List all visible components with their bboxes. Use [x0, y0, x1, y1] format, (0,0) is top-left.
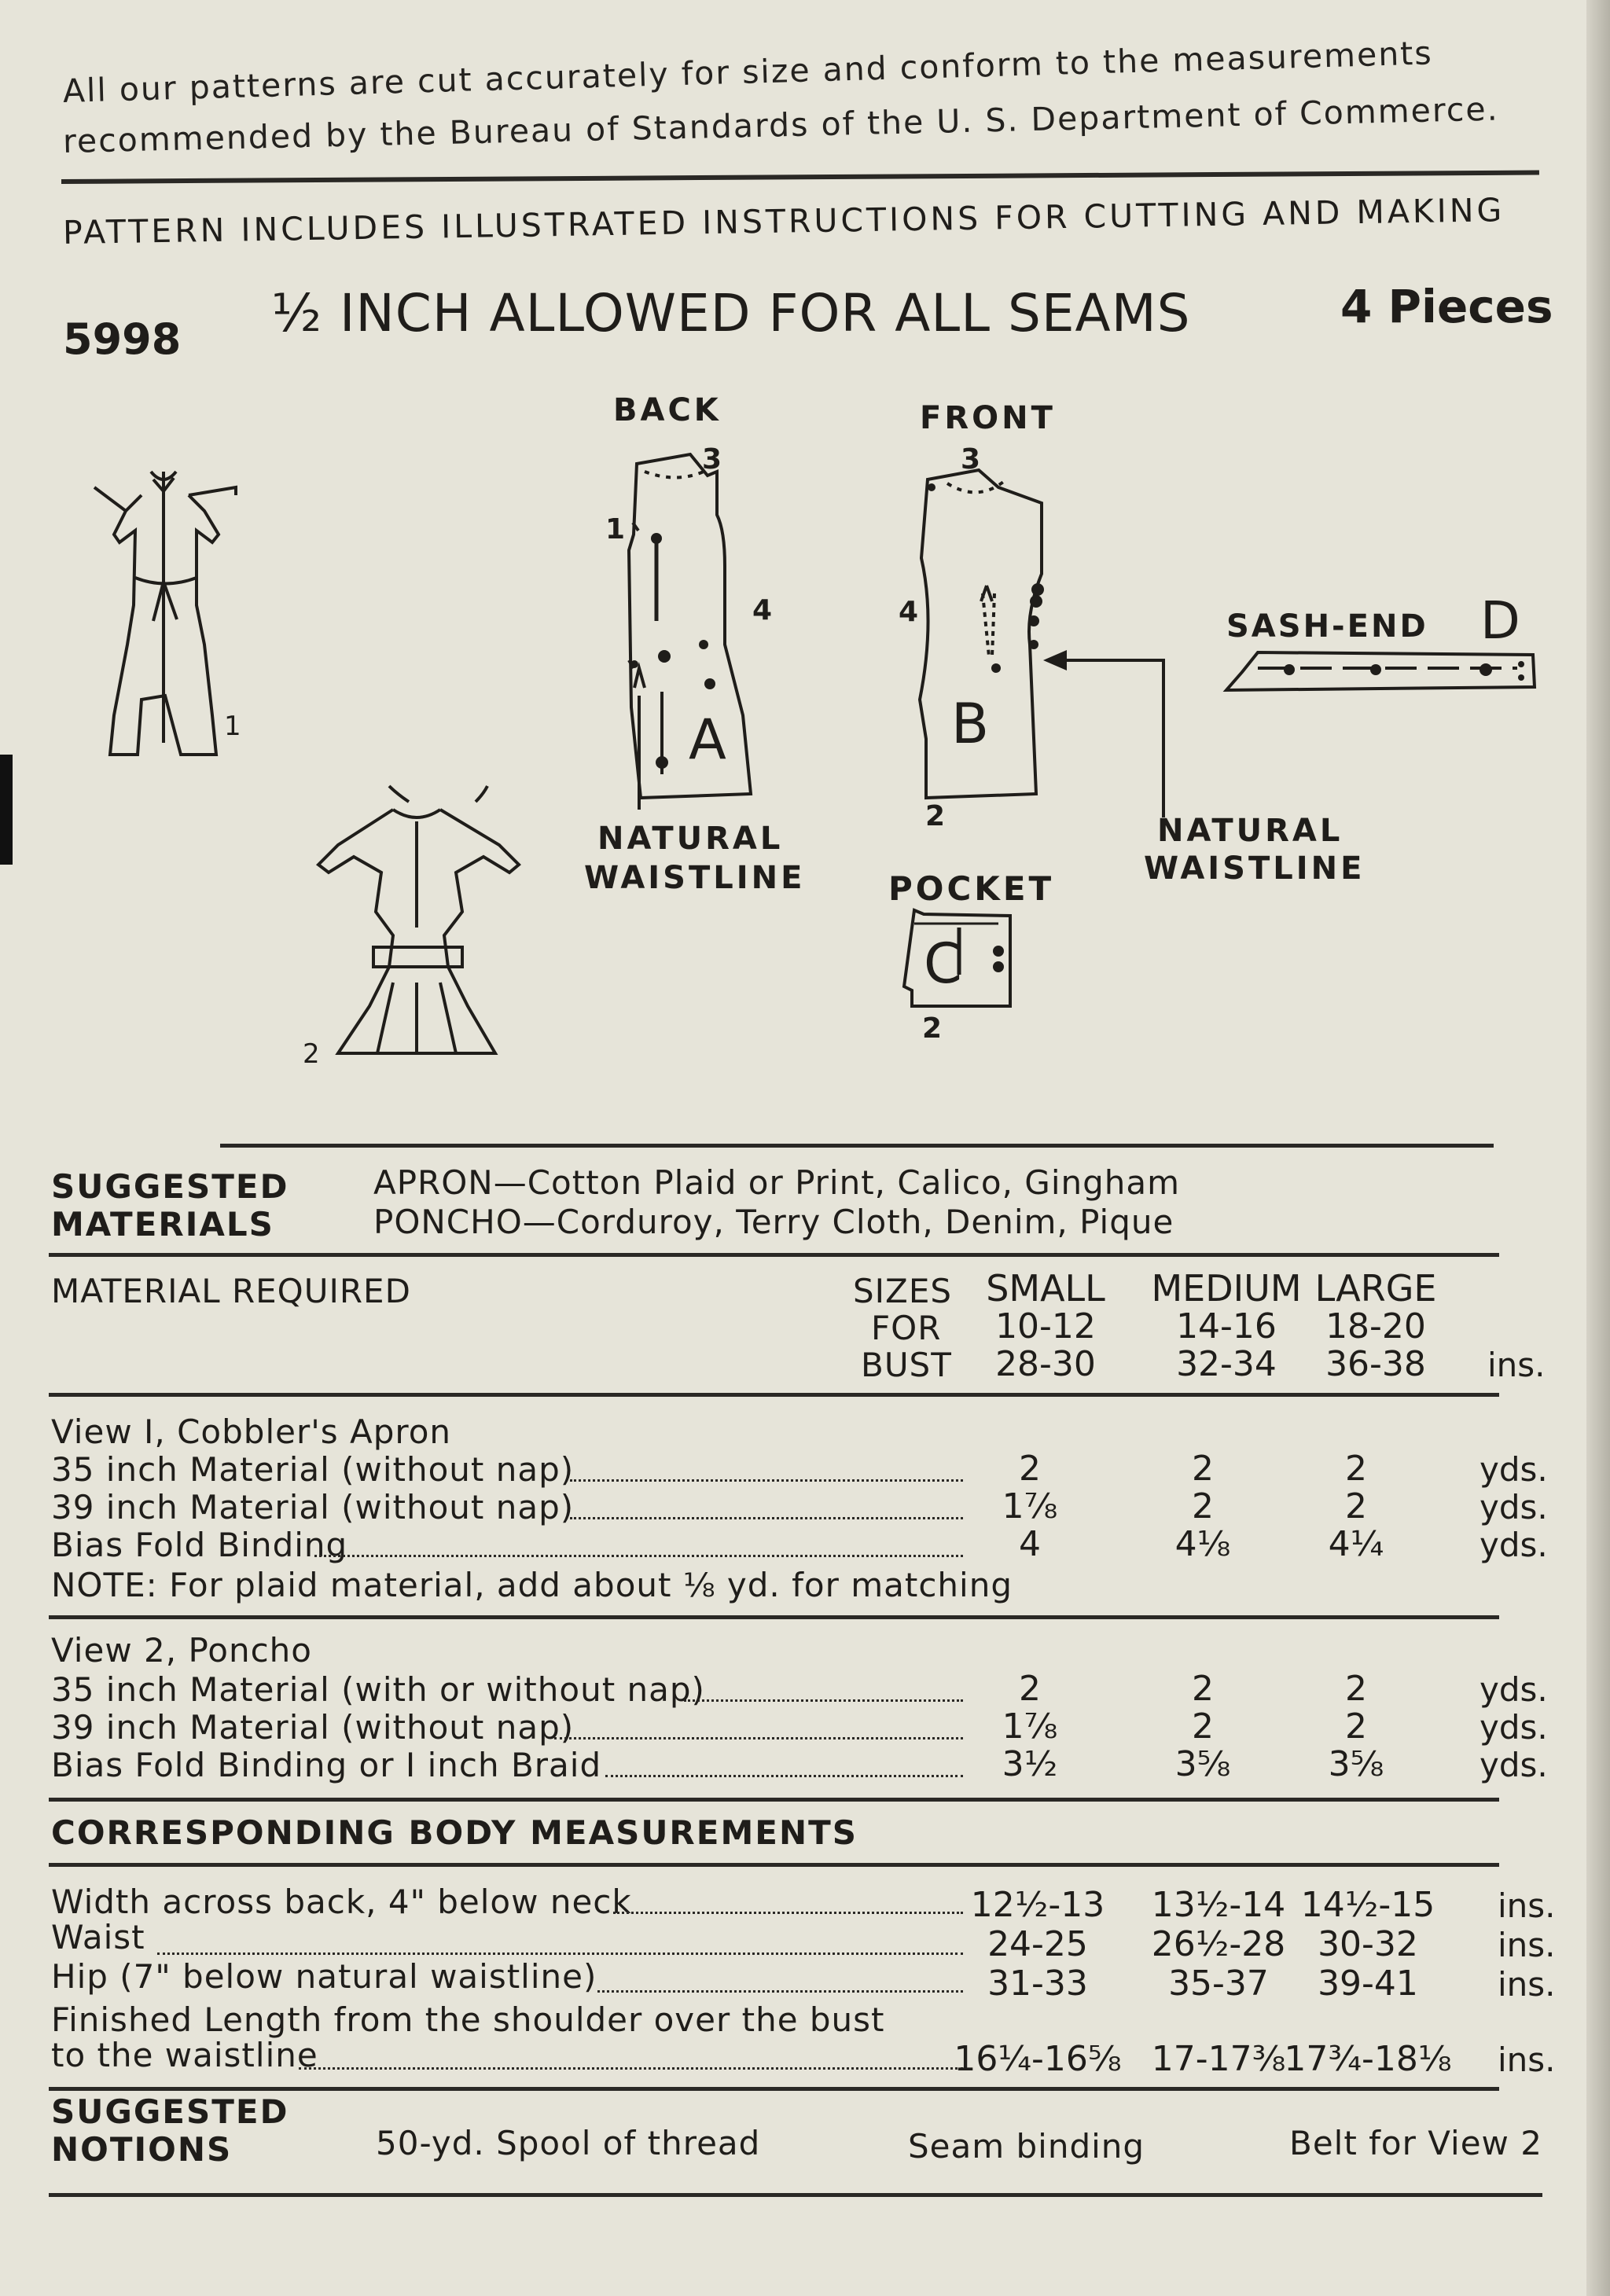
notion-thread: 50-yd. Spool of thread [376, 2124, 761, 2162]
size-large-sizes: 18-20 [1325, 1306, 1426, 1346]
view1-row3-small: 4 [1019, 1524, 1041, 1564]
body-row1-small: 12½-13 [970, 1885, 1105, 1925]
view2-row2-unit: yds. [1480, 1708, 1548, 1747]
size-small-bust: 28-30 [995, 1344, 1096, 1384]
apron-materials: APRON—Cotton Plaid or Print, Calico, Gingham [373, 1163, 1181, 1202]
size-medium-sizes: 14-16 [1176, 1306, 1277, 1346]
back-label: BACK [613, 392, 722, 428]
natural-waistline-right-2: WAISTLINE [1144, 850, 1366, 887]
view2-row1-unit: yds. [1480, 1670, 1548, 1709]
body-row2-label: Waist [51, 1918, 145, 1956]
view2-row1-label: 35 inch Material (with or without nap) [51, 1670, 705, 1709]
pocket-label: POCKET [888, 869, 1055, 908]
sash-end-label: SASH-END [1226, 608, 1428, 645]
page-edge [1586, 0, 1610, 2296]
notions-bottom-rule [49, 2193, 1542, 2197]
view1-row2-medium: 2 [1192, 1486, 1214, 1526]
body-row4-large: 17¾-18⅛ [1284, 2039, 1452, 2079]
natural-waistline-left-1: NATURAL [597, 821, 784, 857]
view2-row3-small: 3½ [1002, 1744, 1058, 1784]
view2-row2-medium: 2 [1192, 1706, 1214, 1747]
view2-bottom-rule [49, 1798, 1499, 1802]
view-number-2: 2 [303, 1038, 320, 1070]
view2-row1-small: 2 [1019, 1669, 1041, 1709]
body-heading-rule [49, 1863, 1499, 1867]
notions-heading-2: NOTIONS [51, 2130, 233, 2169]
size-large-bust: 36-38 [1325, 1344, 1426, 1384]
materials-bottom-rule [49, 1253, 1499, 1257]
body-row1-medium: 13½-14 [1151, 1885, 1286, 1925]
view1-row2-small: 1⅞ [1002, 1486, 1058, 1526]
body-row3-label: Hip (7" below natural waistline) [51, 1957, 597, 1996]
view1-note: NOTE: For plaid material, add about ⅛ yd. for matching [51, 1566, 1013, 1604]
material-required-heading: MATERIAL REQUIRED [51, 1272, 411, 1310]
header-rule [61, 171, 1539, 184]
view1-row2-label: 39 inch Material (without nap) [51, 1488, 575, 1526]
pocket-notch-2: 2 [922, 1012, 943, 1045]
body-row2-medium: 26½-28 [1151, 1924, 1286, 1964]
view1-row2-large: 2 [1345, 1486, 1367, 1526]
view1-row2-unit: yds. [1480, 1488, 1548, 1526]
view1-row1-unit: yds. [1480, 1450, 1548, 1489]
sizes-row-label: SIZES [853, 1272, 953, 1310]
view1-row1-small: 2 [1019, 1449, 1041, 1489]
view1-row3-label: Bias Fold Binding [51, 1526, 348, 1564]
view1-row3-medium: 4⅛ [1174, 1524, 1231, 1564]
natural-waistline-left-2: WAISTLINE [584, 860, 806, 896]
view1-row1-large: 2 [1345, 1449, 1367, 1489]
view2-row3-large: 3⅝ [1328, 1744, 1384, 1784]
body-row1-unit: ins. [1498, 1886, 1556, 1925]
view2-row2-small: 1⅞ [1002, 1706, 1058, 1747]
size-medium-name: MEDIUM [1151, 1267, 1302, 1310]
view2-title: View 2, Poncho [51, 1631, 312, 1670]
front-notch-4: 4 [899, 596, 919, 628]
intro-line-1: All our patterns are cut accurately for size and conform to the measurements [62, 34, 1434, 110]
back-notch-3: 3 [702, 443, 722, 476]
view2-row3-label: Bias Fold Binding or I inch Braid [51, 1746, 602, 1784]
body-row2-large: 30-32 [1318, 1924, 1418, 1964]
body-row4-label-2: to the waistline [51, 2036, 318, 2074]
front-notch-3: 3 [961, 443, 981, 476]
includes-text: PATTERN INCLUDES ILLUSTRATED INSTRUCTIONS FOR CUTTING AND MAKING [62, 191, 1505, 252]
body-row1-label: Width across back, 4" below neck [51, 1883, 632, 1921]
view2-row1-medium: 2 [1192, 1669, 1214, 1709]
view1-row1-medium: 2 [1192, 1449, 1214, 1489]
piece-letter-c: C [924, 931, 962, 996]
view2-row2-large: 2 [1345, 1706, 1367, 1747]
pattern-piece-b [920, 470, 1163, 817]
front-notch-2: 2 [925, 800, 946, 832]
notion-belt: Belt for View 2 [1289, 2124, 1542, 2162]
body-row3-medium: 35-37 [1168, 1964, 1269, 2004]
piece-letter-b: B [951, 692, 990, 756]
size-small-name: SMALL [986, 1267, 1105, 1310]
materials-heading-2: MATERIALS [51, 1205, 274, 1244]
view-2-poncho-figure [318, 786, 519, 1053]
back-notch-4: 4 [752, 594, 773, 626]
materials-top-rule [220, 1144, 1494, 1148]
body-row4-small: 16¼-16⅝ [954, 2039, 1122, 2079]
body-row4-medium: 17-17⅜ [1151, 2039, 1286, 2079]
pattern-number: 5998 [63, 314, 182, 364]
size-unit: ins. [1487, 1346, 1546, 1384]
sash-letter: D [1480, 590, 1520, 651]
piece-letter-a: A [689, 707, 726, 772]
seam-allowance: ½ INCH ALLOWED FOR ALL SEAMS [271, 283, 1191, 343]
body-row1-large: 14½-15 [1300, 1885, 1435, 1925]
materials-heading-1: SUGGESTED [51, 1167, 289, 1206]
view1-title: View I, Cobbler's Apron [51, 1412, 452, 1451]
body-row2-unit: ins. [1498, 1926, 1556, 1964]
pattern-diagram [79, 385, 1572, 1093]
back-notch-1: 1 [605, 513, 626, 546]
size-medium-bust: 32-34 [1176, 1344, 1277, 1384]
view2-row2-label: 39 inch Material (without nap) [51, 1708, 575, 1747]
view2-row3-unit: yds. [1480, 1746, 1548, 1784]
size-small-sizes: 10-12 [995, 1306, 1096, 1346]
notions-heading-1: SUGGESTED [51, 2092, 289, 2131]
natural-waistline-right-1: NATURAL [1157, 813, 1344, 849]
size-large-name: LARGE [1314, 1267, 1437, 1310]
view2-row1-large: 2 [1345, 1669, 1367, 1709]
body-measurements-heading: CORRESPONDING BODY MEASUREMENTS [51, 1813, 858, 1852]
front-label: FRONT [920, 400, 1056, 436]
body-row4-unit: ins. [1498, 2041, 1556, 2079]
pieces-count: 4 Pieces [1340, 280, 1553, 333]
view1-bottom-rule [49, 1615, 1499, 1619]
body-row4-label: Finished Length from the shoulder over the bust [51, 2000, 885, 2039]
intro-line-2: recommended by the Bureau of Standards of the U. S. Department of Commerce. [62, 90, 1500, 160]
view2-row3-medium: 3⅝ [1174, 1744, 1231, 1784]
for-row-label: FOR [871, 1309, 942, 1347]
poncho-materials: PONCHO—Corduroy, Terry Cloth, Denim, Pique [373, 1203, 1174, 1241]
view1-row1-label: 35 inch Material (without nap) [51, 1450, 575, 1489]
body-row3-unit: ins. [1498, 1965, 1556, 2004]
body-bottom-rule [49, 2087, 1499, 2091]
body-row3-small: 31-33 [987, 1964, 1088, 2004]
binding-mark [0, 755, 13, 865]
bust-row-label: BUST [861, 1346, 952, 1384]
view1-row3-large: 4¼ [1328, 1524, 1384, 1564]
view1-row3-unit: yds. [1480, 1526, 1548, 1564]
body-row2-small: 24-25 [987, 1924, 1088, 1964]
body-row3-large: 39-41 [1318, 1964, 1418, 2004]
view-1-apron-figure [94, 472, 236, 755]
size-header-rule [49, 1393, 1499, 1397]
notion-seam-binding: Seam binding [908, 2127, 1145, 2166]
view-number-1: 1 [224, 711, 241, 742]
